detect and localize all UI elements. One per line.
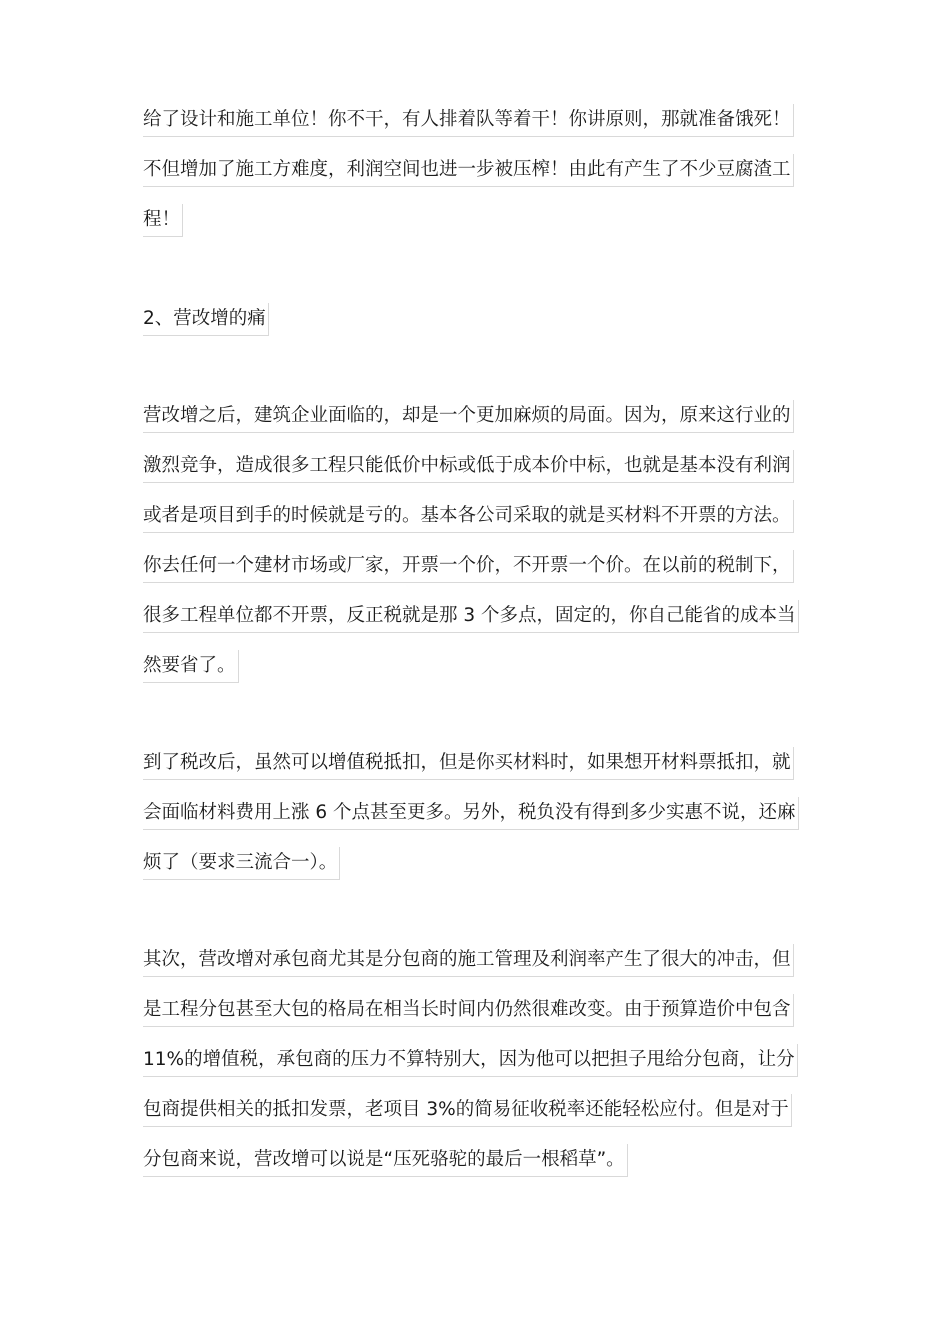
text-line: 不但增加了施工方难度，利润空间也进一步被压榨！由此有产生了不少豆腐渣工 [143,154,794,187]
text-line: 给了设计和施工单位！你不干，有人排着队等着干！你讲原则，那就准备饿死！ [143,104,794,137]
text-line: 程！ [143,204,183,237]
text-line: 是工程分包甚至大包的格局在相当长时间内仍然很难改变。由于预算造价中包含 [143,994,794,1027]
text-line: 或者是项目到手的时候就是亏的。基本各公司采取的就是买材料不开票的方法。 [143,500,794,533]
text-line: 11%的增值税，承包商的压力不算特别大，因为他可以把担子甩给分包商，让分 [143,1044,798,1077]
text-line: 分包商来说，营改增可以说是“压死骆驼的最后一根稻草”。 [143,1144,628,1177]
section-heading: 2、营改增的痛 [143,303,269,336]
text-line: 营改增之后，建筑企业面临的，却是一个更加麻烦的局面。因为，原来这行业的 [143,400,794,433]
text-line: 会面临材料费用上涨 6 个点甚至更多。另外，税负没有得到多少实惠不说，还麻 [143,797,799,830]
text-line: 包商提供相关的抵扣发票，老项目 3%的简易征收税率还能轻松应付。但是对于 [143,1094,792,1127]
text-line: 然要省了。 [143,650,239,683]
text-line: 很多工程单位都不开票，反正税就是那 3 个多点，固定的，你自己能省的成本当 [143,600,799,633]
text-line: 烦了（要求三流合一）。 [143,847,340,880]
text-line: 激烈竞争，造成很多工程只能低价中标或低于成本价中标，也就是基本没有利润 [143,450,794,483]
text-line: 你去任何一个建材市场或厂家，开票一个价，不开票一个价。在以前的税制下， [143,550,794,583]
text-line: 其次，营改增对承包商尤其是分包商的施工管理及利润率产生了很大的冲击，但 [143,944,794,977]
text-line: 到了税改后，虽然可以增值税抵扣，但是你买材料时，如果想开材料票抵扣，就 [143,747,794,780]
